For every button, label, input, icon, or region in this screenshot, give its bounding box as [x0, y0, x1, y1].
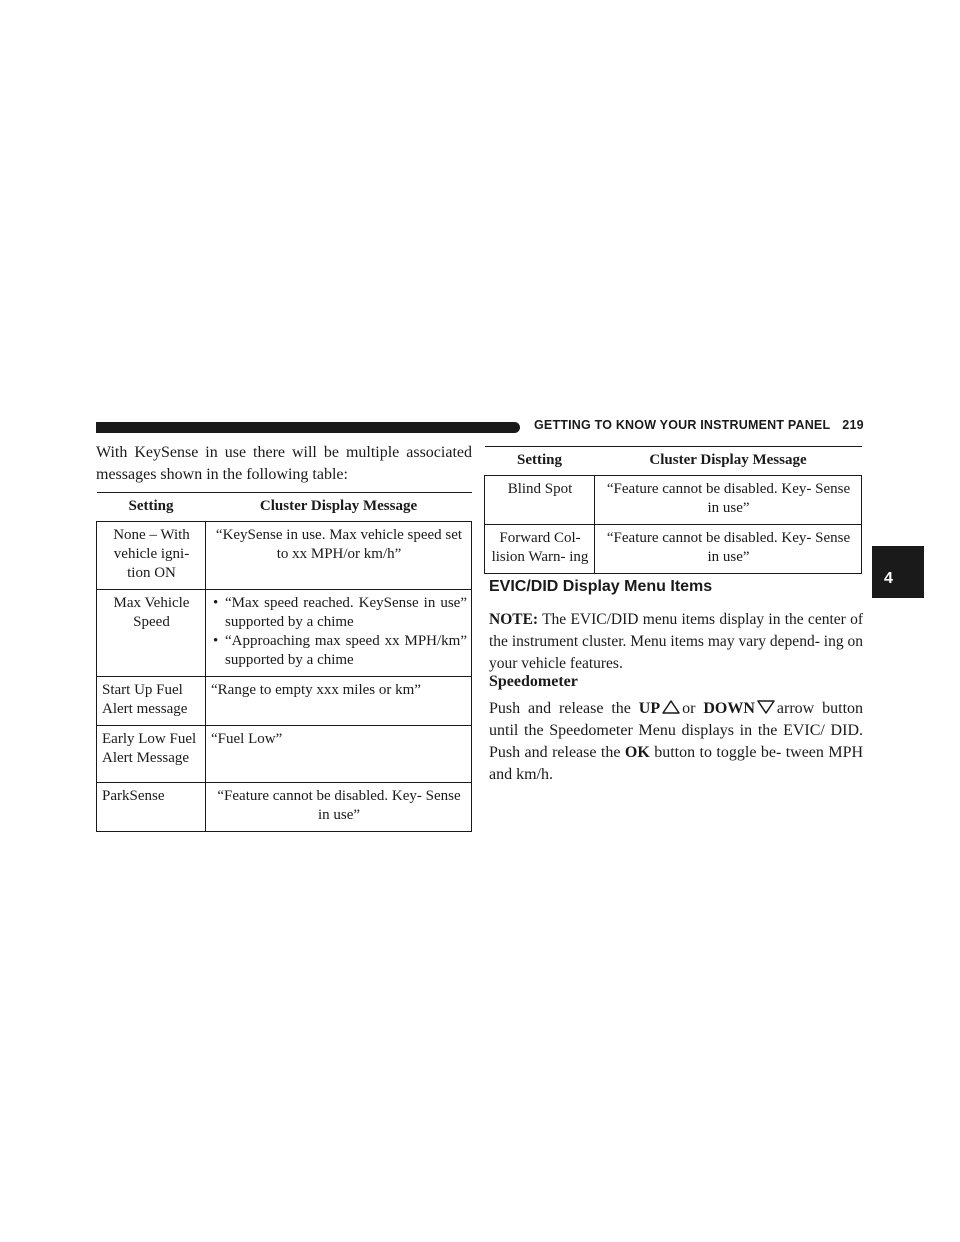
- message-cell: “Fuel Low”: [206, 726, 472, 783]
- down-label: DOWN: [703, 700, 755, 717]
- para-text: arrow button until the Speedometer Menu displays in the EVIC/ DID. Push and release the: [489, 700, 864, 761]
- column-header-setting: Setting: [97, 493, 206, 522]
- chapter-tab: 4: [872, 546, 924, 598]
- table-row: [97, 590, 472, 677]
- ok-label: OK: [624, 744, 650, 761]
- setting-cell: None – With vehicle igni- tion ON: [97, 522, 206, 590]
- list-item: • “Approaching max speed xx MPH/km” supported by a chime: [211, 632, 467, 670]
- table-row: [97, 677, 472, 726]
- table-row: [485, 525, 862, 574]
- note-text: The EVIC/DID menu items display in the center of the instrument cluster. Menu items may vary depend- ing on your vehicle features.: [489, 611, 863, 672]
- running-header: [534, 418, 864, 436]
- column-header-message: Cluster Display Message: [595, 447, 862, 476]
- para-text: Push and release the: [489, 700, 639, 717]
- message-cell: “Feature cannot be disabled. Key- Sense in use”: [595, 476, 862, 525]
- para-text: or: [682, 700, 696, 717]
- bullet-list: [211, 594, 467, 670]
- page-number: 219: [842, 418, 864, 432]
- setting-cell: Max Vehicle Speed: [97, 590, 206, 677]
- setting-cell: ParkSense: [97, 783, 206, 832]
- up-label: UP: [638, 700, 661, 717]
- message-cell: “Feature cannot be disabled. Key- Sense in use”: [595, 525, 862, 574]
- setting-cell: Blind Spot: [485, 476, 595, 525]
- list-item: • “Max speed reached. KeySense in use” supported by a chime: [211, 594, 467, 632]
- up-arrow-icon: [662, 700, 680, 714]
- table-header-row: [97, 493, 472, 522]
- table-header-row: [485, 447, 862, 476]
- column-header-setting: Setting: [485, 447, 595, 476]
- message-cell: [206, 590, 472, 677]
- setting-cell: Forward Col- lision Warn- ing: [485, 525, 595, 574]
- table-row: [97, 783, 472, 832]
- message-cell: “Range to empty xxx miles or km”: [206, 677, 472, 726]
- message-cell: “KeySense in use. Max vehicle speed set to xx MPH/or km/h”: [206, 522, 472, 590]
- header-rule: [96, 422, 520, 433]
- subheading-speedometer: Speedometer: [489, 673, 578, 690]
- note-label: NOTE:: [489, 611, 539, 628]
- table-row: [97, 726, 472, 783]
- section-heading: EVIC/DID Display Menu Items: [489, 578, 713, 595]
- para-text: button to toggle be- tween MPH and km/h.: [489, 744, 864, 783]
- keysense-message-table: [96, 492, 472, 832]
- keysense-message-table-continued: [484, 446, 862, 574]
- message-cell: “Feature cannot be disabled. Key- Sense in use”: [206, 783, 472, 832]
- table-row: [485, 476, 862, 525]
- table-row: [97, 522, 472, 590]
- down-arrow-icon: [757, 700, 775, 714]
- column-header-message: Cluster Display Message: [206, 493, 472, 522]
- setting-cell: Early Low Fuel Alert Message: [97, 726, 206, 783]
- section-title: GETTING TO KNOW YOUR INSTRUMENT PANEL: [534, 418, 831, 432]
- note-paragraph: [489, 609, 863, 675]
- intro-paragraph: With KeySense in use there will be multiple associated messages shown in the following table:: [96, 444, 472, 483]
- speedometer-paragraph: [489, 698, 863, 786]
- setting-cell: Start Up Fuel Alert message: [97, 677, 206, 726]
